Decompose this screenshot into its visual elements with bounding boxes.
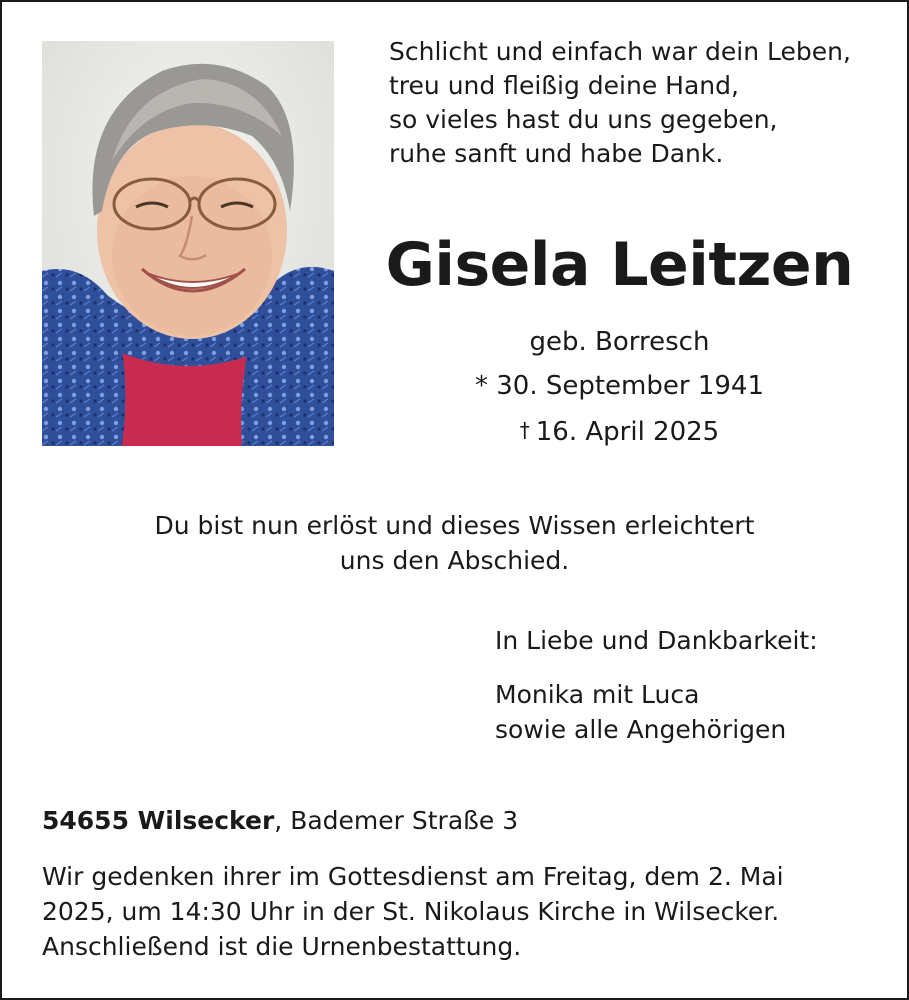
portrait-illustration (42, 41, 334, 446)
address-separator: , (274, 806, 283, 835)
address-place: 54655 Wilsecker (42, 806, 275, 835)
death-date-line (332, 408, 907, 454)
address-street: Bademer Straße 3 (282, 806, 519, 835)
signature-name: Monika mit Luca (495, 680, 700, 709)
farewell-quote (2, 508, 907, 578)
portrait-photo (42, 41, 334, 446)
birth-date: * 30. September 1941 (474, 371, 765, 401)
service-line: Anschließend ist die Urnenbestattung. (42, 932, 522, 961)
deceased-name: Gisela Leitzen (385, 230, 854, 300)
poem-line: treu und fleißig deine Hand, (389, 71, 739, 100)
address (42, 803, 518, 838)
service-line: Wir gedenken ihrer im Gottesdienst am Freitag, dem 2. Mai (42, 862, 784, 891)
service-info (42, 859, 882, 964)
poem-line: so vieles hast du uns gegeben, (389, 105, 778, 134)
quote-line: Du bist nun erlöst und dieses Wissen erleichtert (154, 511, 755, 540)
poem-line: Schlicht und einfach war dein Leben, (389, 37, 851, 66)
signature-name: sowie alle Angehörigen (495, 715, 787, 744)
cross-icon: † (519, 418, 530, 442)
death-date: 16. April 2025 (535, 417, 720, 447)
signature-intro: In Liebe und Dankbarkeit: (495, 626, 818, 655)
poem (389, 35, 851, 171)
maiden-name: geb. Borresch (529, 327, 710, 357)
poem-line: ruhe sanft und habe Dank. (389, 139, 724, 168)
quote-line: uns den Abschied. (339, 546, 570, 575)
vital-dates (332, 320, 907, 454)
service-line: 2025, um 14:30 Uhr in der St. Nikolaus Kirche in Wilsecker. (42, 897, 780, 926)
